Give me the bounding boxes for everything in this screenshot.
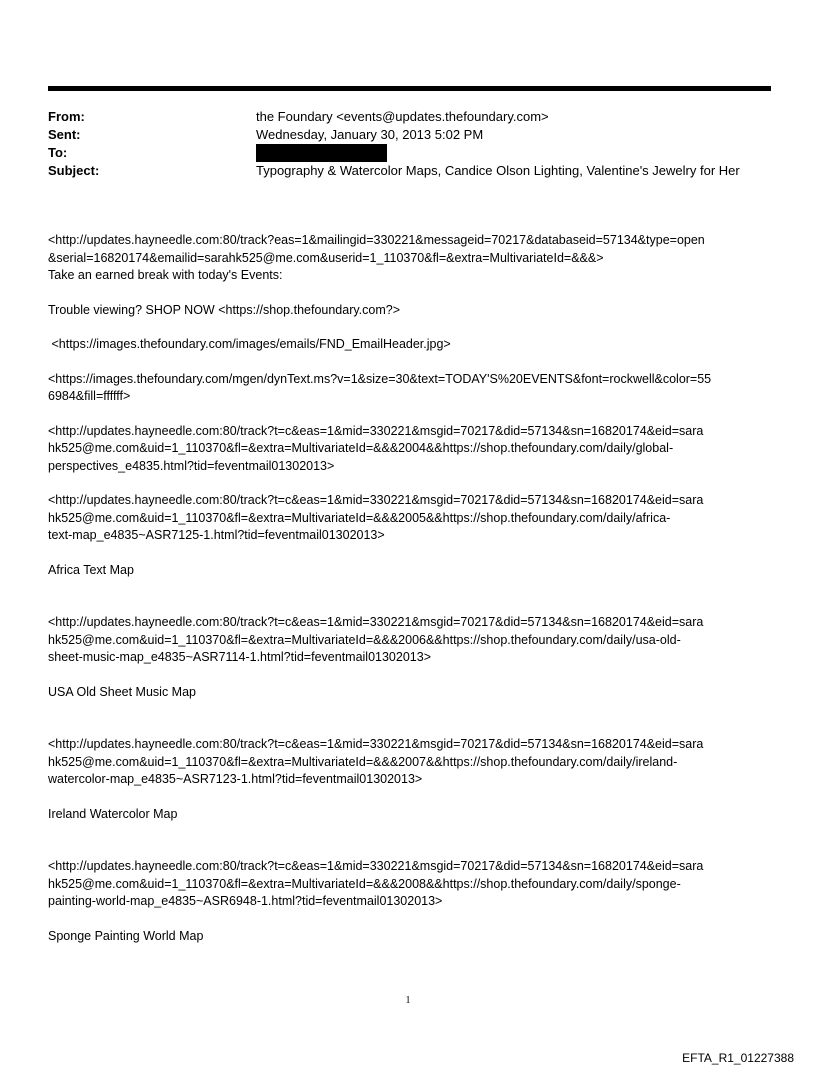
body-line: Trouble viewing? SHOP NOW <https://shop.thefoundary.com?> [48, 302, 401, 317]
body-line: <http://updates.hayneedle.com:80/track?t=c&eas=1&mid=330221&msgid=70217&did=57134&sn=16820174&eid=sara [48, 615, 704, 629]
body-line: <https://images.thefoundary.com/images/emails/FND_EmailHeader.jpg> [48, 337, 451, 351]
sent-label: Sent: [48, 127, 81, 142]
body-line: <http://updates.hayneedle.com:80/track?eas=1&mailingid=330221&messageid=70217&databaseid=57134&type=open [48, 233, 705, 247]
subject-row [48, 162, 771, 180]
subject-label: Subject: [48, 163, 100, 178]
body-line: perspectives_e4835.html?tid=feventmail01302013> [48, 458, 335, 473]
from-value: the Foundary <events@updates.thefoundary.com> [256, 109, 549, 124]
body-line: Take an earned break with today's Events: [48, 268, 283, 282]
product-name: Ireland Watercolor Map [48, 806, 178, 821]
body-line: text-map_e4835~ASR7125-1.html?tid=feventmail01302013> [48, 528, 385, 542]
from-row [48, 108, 771, 126]
subject-value: Typography & Watercolor Maps, Candice Olson Lighting, Valentine's Jewelry for Her [256, 163, 740, 178]
sent-row [48, 126, 771, 144]
to-label: To: [48, 145, 68, 160]
body-line: <http://updates.hayneedle.com:80/track?t=c&eas=1&mid=330221&msgid=70217&did=57134&sn=16820174&eid=sara [48, 859, 704, 873]
body-line: &serial=16820174&emailid=sarahk525@me.com&userid=1_110370&fl=&extra=MultivariateId=&&&> [48, 250, 604, 265]
body-line: <http://updates.hayneedle.com:80/track?t=c&eas=1&mid=330221&msgid=70217&did=57134&sn=16820174&eid=sara [48, 423, 704, 438]
product-name: Sponge Painting World Map [48, 928, 204, 943]
product-name: USA Old Sheet Music Map [48, 684, 196, 699]
body-line: hk525@me.com&uid=1_110370&fl=&extra=MultivariateId=&&&2007&&https://shop.thefoundary.com/daily/ireland- [48, 754, 678, 769]
product-name: Africa Text Map [48, 562, 134, 577]
to-value [256, 144, 771, 162]
body-line: <http://updates.hayneedle.com:80/track?t=c&eas=1&mid=330221&msgid=70217&did=57134&sn=16820174&eid=sara [48, 737, 704, 751]
bates-number: EFTA_R1_01227388 [682, 1051, 794, 1065]
body-line: hk525@me.com&uid=1_110370&fl=&extra=MultivariateId=&&&2006&&https://shop.thefoundary.com/daily/usa-old- [48, 632, 681, 647]
body-line: hk525@me.com&uid=1_110370&fl=&extra=MultivariateId=&&&2005&&https://shop.thefoundary.com/daily/africa- [48, 510, 671, 525]
page-number: 1 [405, 995, 411, 1006]
body-line: hk525@me.com&uid=1_110370&fl=&extra=MultivariateId=&&&2008&&https://shop.thefoundary.com/daily/sponge- [48, 876, 681, 891]
email-header [48, 108, 771, 180]
email-body [48, 232, 772, 945]
to-row [48, 144, 771, 162]
body-line: <http://updates.hayneedle.com:80/track?t=c&eas=1&mid=330221&msgid=70217&did=57134&sn=16820174&eid=sara [48, 493, 704, 507]
header-divider [48, 86, 771, 91]
redaction-block [256, 144, 387, 162]
body-line: sheet-music-map_e4835~ASR7114-1.html?tid=feventmail01302013> [48, 650, 431, 664]
body-line: watercolor-map_e4835~ASR7123-1.html?tid=feventmail01302013> [48, 772, 423, 786]
body-line: 6984&fill=ffffff> [48, 389, 131, 403]
from-label: From: [48, 109, 85, 124]
body-line: hk525@me.com&uid=1_110370&fl=&extra=MultivariateId=&&&2004&&https://shop.thefoundary.com/daily/global- [48, 441, 674, 455]
body-line: <https://images.thefoundary.com/mgen/dynText.ms?v=1&size=30&text=TODAY'S%20EVENTS&font=rockwell&color=55 [48, 371, 712, 386]
sent-value: Wednesday, January 30, 2013 5:02 PM [256, 127, 484, 142]
body-line: painting-world-map_e4835~ASR6948-1.html?tid=feventmail01302013> [48, 894, 443, 908]
